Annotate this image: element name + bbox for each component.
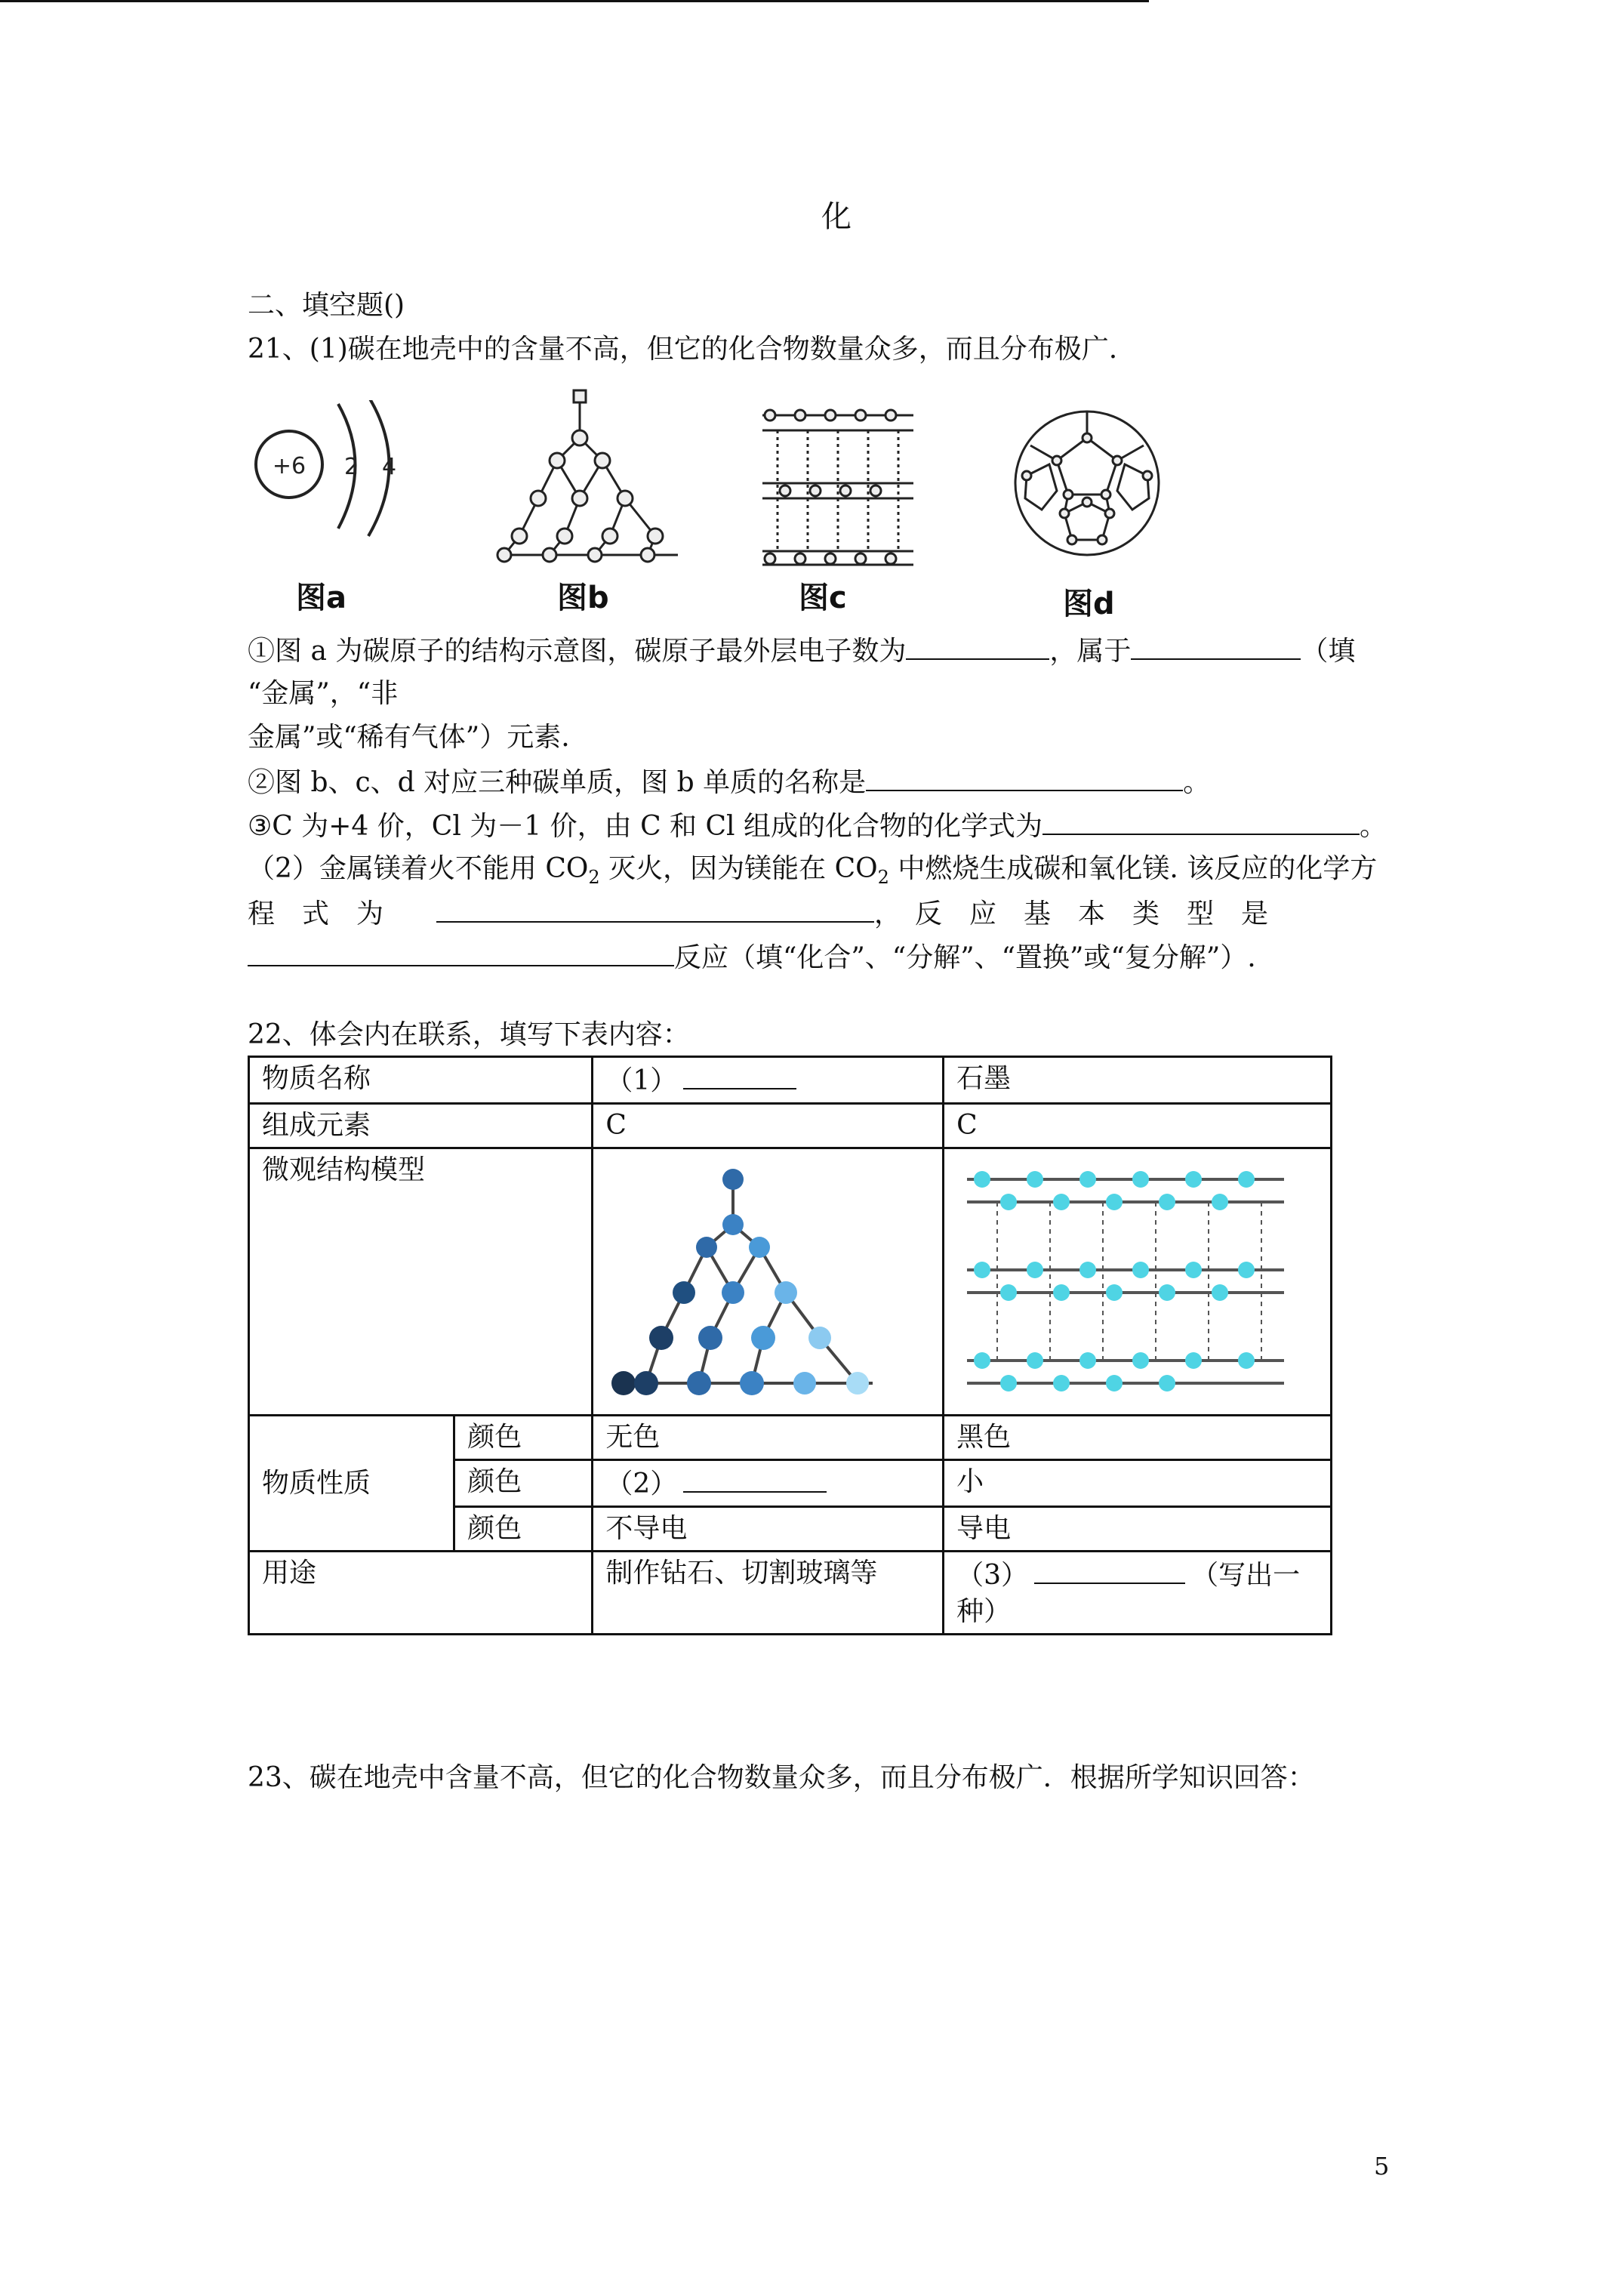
figure-b-label: 图b — [557, 581, 609, 615]
answer-blank-reaction-type[interactable] — [248, 938, 674, 966]
answer-blank-table-3[interactable] — [1034, 1555, 1185, 1584]
table-row — [249, 1148, 1332, 1416]
figure-b-diamond-structure — [474, 385, 685, 574]
q23-intro: 23、碳在地壳中含量不高，但它的化合物数量众多，而且分布极广．根据所学知识回答： — [248, 1762, 1315, 1793]
cell-prop-col1: （2） — [593, 1460, 944, 1507]
figure-a-shell1: 2 — [344, 454, 359, 480]
q21-item3: ③C 为+4 价，Cl 为－1 价，由 C 和 Cl 组成的化合物的化学式为 。 — [248, 806, 1387, 846]
cell-label: 物质名称 — [249, 1057, 593, 1104]
cell-prop-label: 颜色 — [454, 1460, 593, 1507]
cell-prop-col2: 小 — [944, 1460, 1332, 1507]
cell-model-diamond — [593, 1148, 944, 1416]
table-row — [249, 1552, 1332, 1635]
answer-blank-electrons[interactable] — [906, 631, 1049, 660]
page-title: 化 — [821, 199, 852, 234]
page-number: 5 — [1374, 2152, 1390, 2180]
q21-part2: （2）金属镁着火不能用 $CO_2$ 灭火，因为镁能在 $CO_2$ 中燃烧生成碳和氧化镁. 该反应的化学方 — [248, 853, 1378, 888]
cell-prop-label: 颜色 — [454, 1416, 593, 1460]
cell-model-graphite — [944, 1148, 1332, 1416]
figure-a-shell2: 4 — [382, 454, 397, 480]
cell-prop-col1: 无色 — [593, 1416, 944, 1460]
answer-blank-diamond-name[interactable] — [866, 763, 1183, 791]
q21-item1-cont2: 金属”或“稀有气体”）元素. — [248, 722, 570, 753]
table-row — [249, 1057, 1332, 1104]
answer-blank-formula[interactable] — [1042, 806, 1360, 835]
q21-item2: ②图 b、c、d 对应三种碳单质，图 b 单质的名称是 。 — [248, 763, 1210, 802]
answer-blank-element-type[interactable] — [1131, 631, 1301, 660]
figure-c-graphite-structure — [747, 393, 929, 574]
q21-part2-line3: 反应（填“化合”、“分解”、“置换”或“复分解”）. — [248, 938, 1256, 977]
header-rule — [0, 0, 1149, 2]
table-row — [249, 1104, 1332, 1148]
cell-label: 组成元素 — [249, 1104, 593, 1148]
figure-a-atom-diagram — [248, 400, 414, 574]
cell-prop-col2: 黑色 — [944, 1416, 1332, 1460]
q22-table — [248, 1056, 1332, 1635]
q21-item1: ①图 a 为碳原子的结构示意图，碳原子最外层电子数为 ，属于 （填 — [248, 631, 1355, 670]
cell-use-col1: 制作钻石、切割玻璃等 — [593, 1552, 944, 1635]
cell-name-col1: （1） — [593, 1057, 944, 1104]
q21-part2-line2: 程 式 为 ， 反 应 基 本 类 型 是 — [248, 894, 1268, 933]
answer-blank-table-1[interactable] — [683, 1061, 796, 1089]
diamond-model-image — [601, 1157, 918, 1397]
figure-d-label: 图d — [1063, 587, 1115, 621]
figure-a-label: 图a — [296, 581, 346, 615]
q21-item1-cont: “金属”，“非 — [248, 678, 399, 709]
graphite-model-image — [952, 1157, 1307, 1397]
cell-props-label: 物质性质 — [249, 1416, 454, 1552]
cell-name-col2: 石墨 — [944, 1057, 1332, 1104]
cell-prop-col1: 不导电 — [593, 1507, 944, 1552]
answer-blank-table-2[interactable] — [683, 1464, 827, 1493]
cell-use-col2: （3） （写出一 种） — [944, 1552, 1332, 1635]
figure-c-label: 图c — [799, 581, 847, 615]
cell-elem-col1: C — [593, 1104, 944, 1148]
cell-label: 用途 — [249, 1552, 593, 1635]
section-heading: 二、填空题() — [248, 290, 405, 321]
q21-intro: 21、(1)碳在地壳中的含量不高，但它的化合物数量众多，而且分布极广. — [248, 334, 1118, 365]
figure-d-c60-structure — [1004, 400, 1170, 566]
answer-blank-equation[interactable] — [436, 894, 874, 923]
table-row — [249, 1416, 1332, 1460]
cell-prop-label: 颜色 — [454, 1507, 593, 1552]
cell-elem-col2: C — [944, 1104, 1332, 1148]
figure-a-nucleus: +6 — [272, 453, 306, 479]
cell-label: 微观结构模型 — [249, 1148, 593, 1416]
cell-prop-col2: 导电 — [944, 1507, 1332, 1552]
q22-intro: 22、体会内在联系，填写下表内容： — [248, 1019, 690, 1050]
